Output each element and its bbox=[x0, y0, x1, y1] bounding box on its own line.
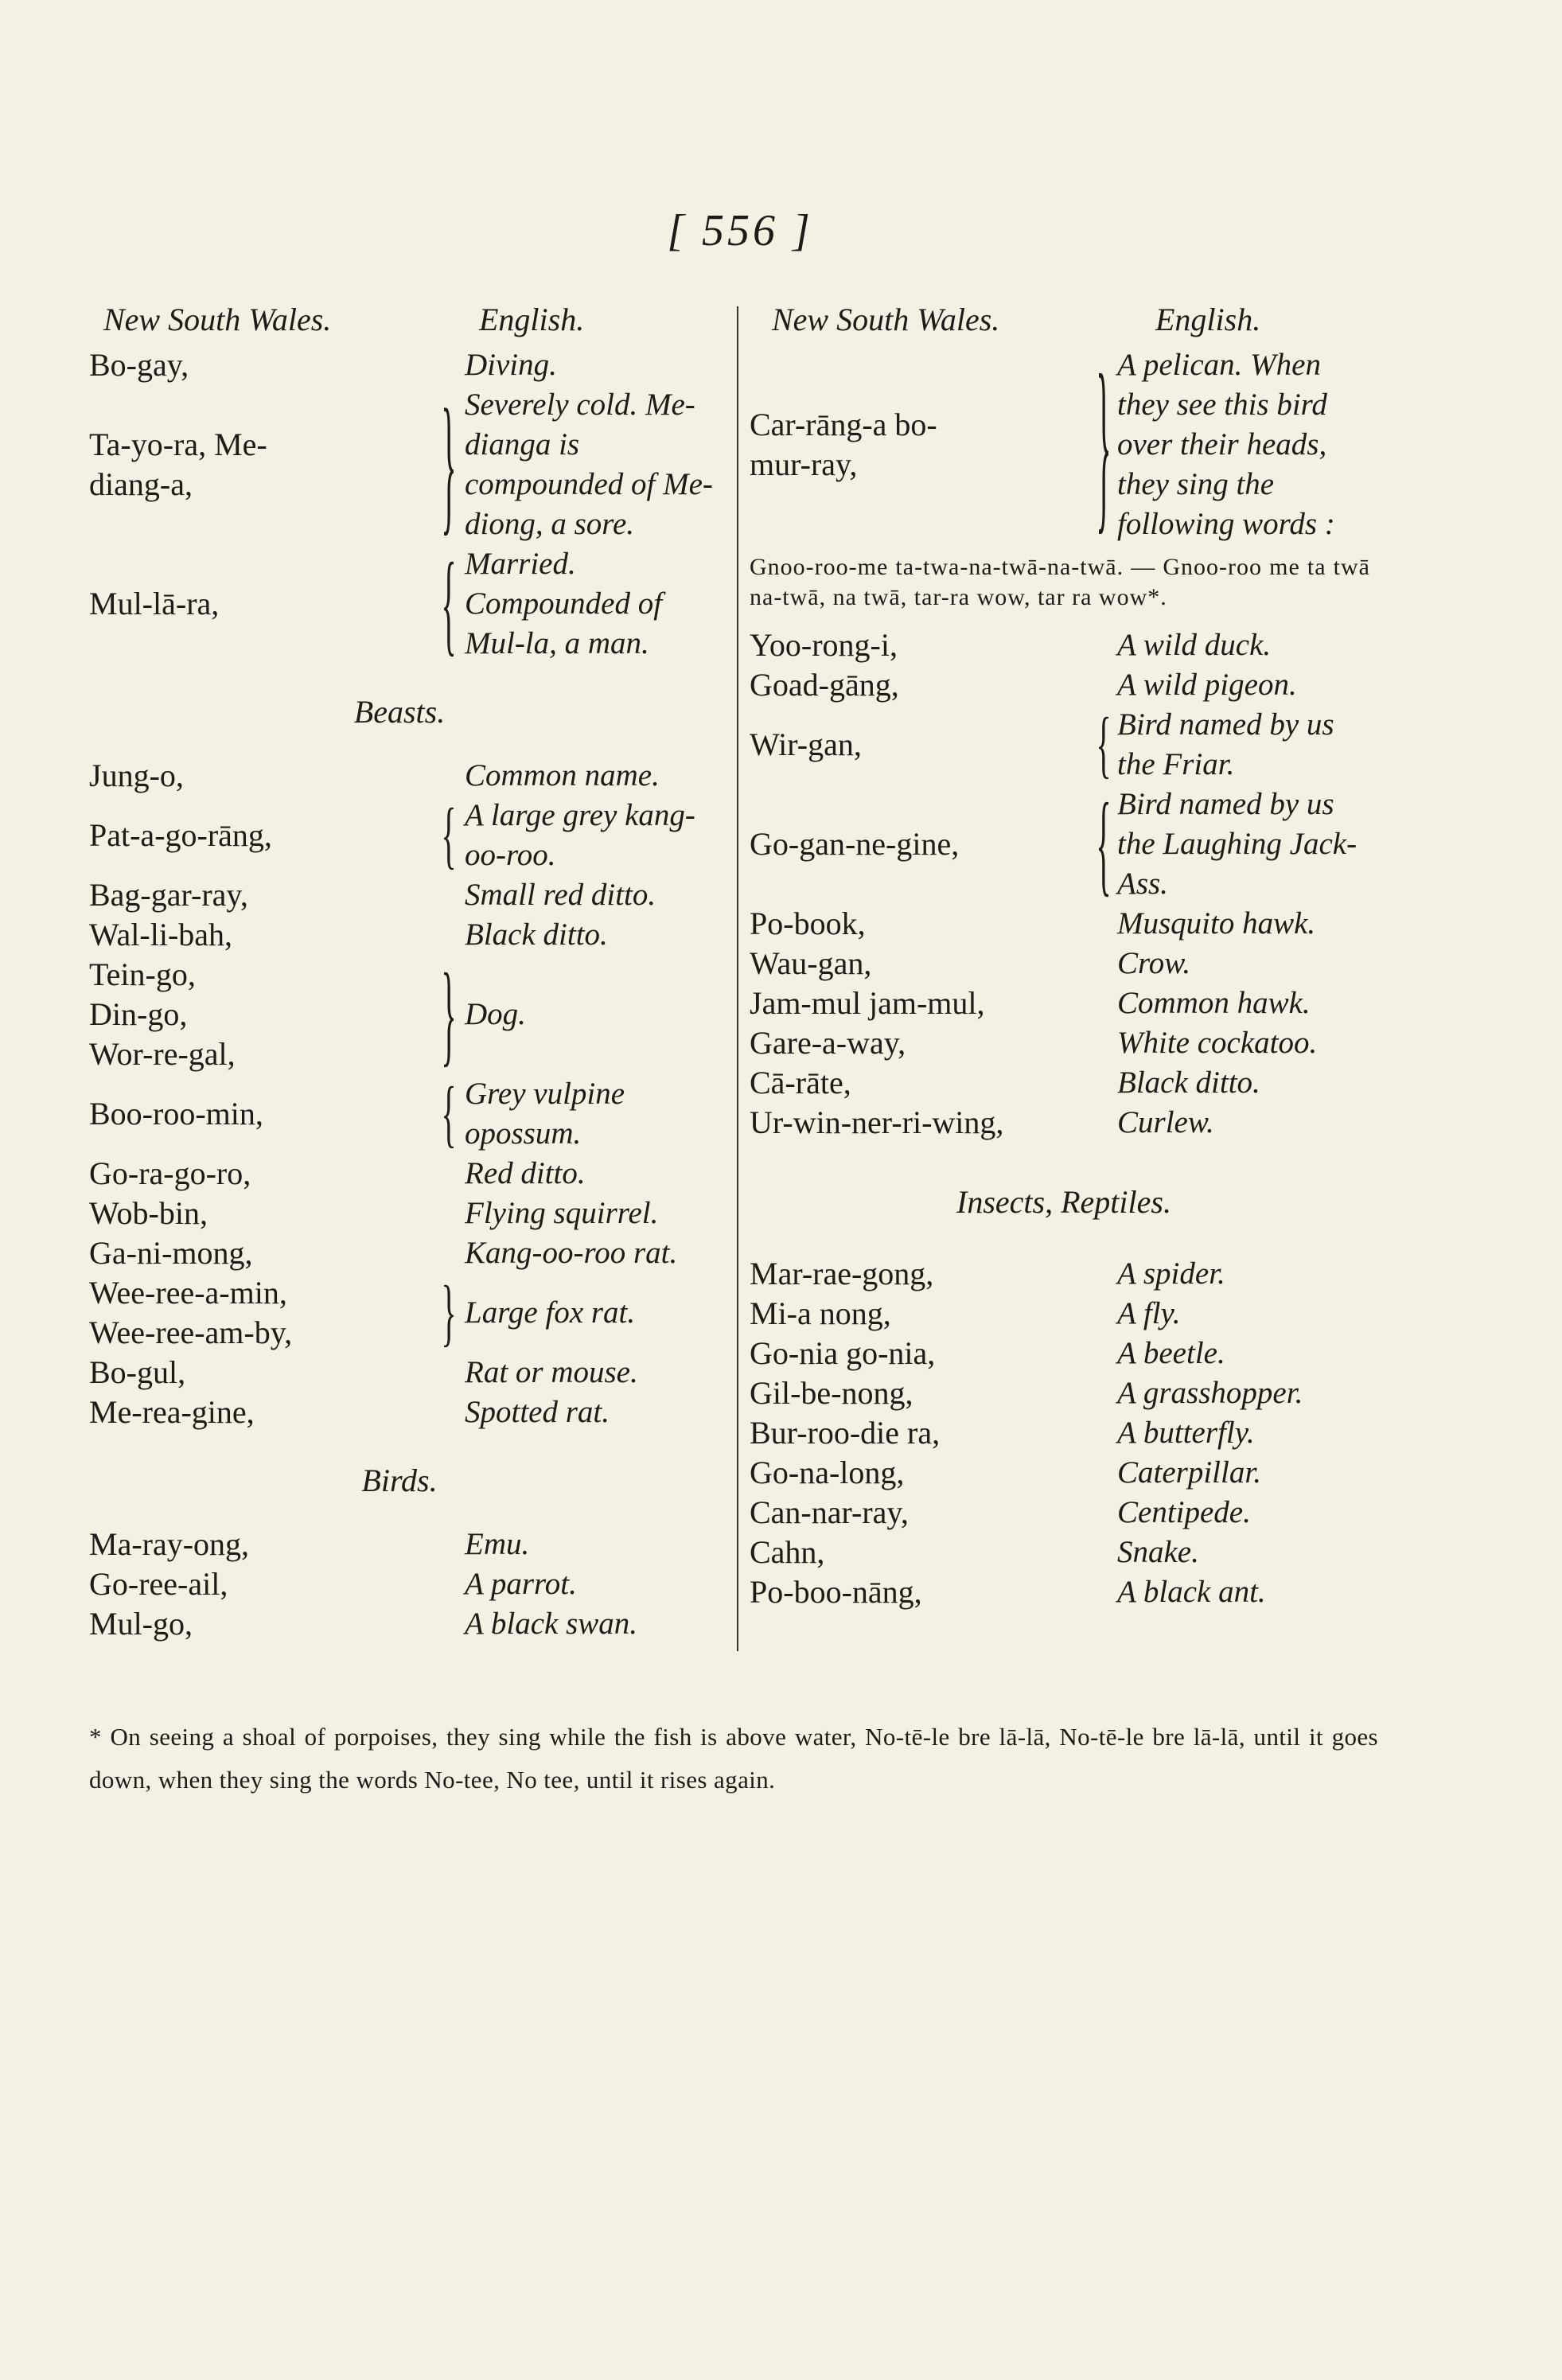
native-term: Gil-be-nong, bbox=[750, 1375, 913, 1411]
vocab-entry bbox=[750, 1254, 1378, 1294]
english-gloss: Caterpillar. bbox=[1117, 1455, 1261, 1490]
native-term: Mul-go, bbox=[89, 1606, 193, 1642]
vocab-entry bbox=[750, 1572, 1378, 1612]
header-english: English. bbox=[479, 302, 585, 337]
left-sections bbox=[89, 345, 726, 1644]
english-gloss: Small red ditto. bbox=[465, 878, 656, 912]
english-gloss: Flying squirrel. bbox=[465, 1196, 659, 1230]
native-term: Go-ra-go-ro, bbox=[89, 1155, 251, 1191]
native-term: Mi-a nong, bbox=[750, 1295, 891, 1331]
vocab-entry bbox=[750, 1294, 1378, 1334]
footnote: * On seeing a shoal of porpoises, they sing while the fish is above water, No-tē-le bre lā-lā, No-tē-le bre lā-lā, until it goes down, when they sing the words No-tee, No tee, until it rises again. bbox=[89, 1723, 1378, 1794]
english-gloss: Snake. bbox=[1117, 1535, 1199, 1569]
header-new-south-wales: New South Wales. bbox=[103, 302, 332, 337]
english-gloss: A spider. bbox=[1117, 1256, 1225, 1291]
right-column bbox=[750, 301, 1378, 1612]
page-number: [ 556 ] bbox=[667, 206, 813, 255]
native-term: Go-na-long, bbox=[750, 1455, 905, 1490]
right-entries-top bbox=[750, 333, 1378, 552]
vocab-entry bbox=[750, 701, 1378, 786]
native-term: Mul-lā-ra, bbox=[89, 586, 220, 621]
vocab-entry bbox=[89, 538, 726, 668]
english-gloss: Curlew. bbox=[1117, 1105, 1214, 1139]
brace bbox=[433, 948, 465, 1078]
native-term: Bur-roo-die ra, bbox=[750, 1415, 941, 1451]
pelican-song: Gnoo-roo-me ta-twa-na-twā-na-twā. — Gnoo-roo me ta twā na-twā, na twā, tar-ra wow, tar ra wow*. bbox=[750, 554, 1370, 610]
native-term: Tein-go, Din-go, Wor-re-gal, bbox=[89, 956, 236, 1072]
brace bbox=[433, 792, 465, 877]
english-gloss: A parrot. bbox=[465, 1567, 577, 1601]
english-gloss: A fly. bbox=[1117, 1296, 1181, 1330]
vocab-entry bbox=[89, 345, 726, 385]
vocab-entry bbox=[750, 1103, 1378, 1143]
english-gloss: Emu. bbox=[465, 1527, 530, 1561]
english-gloss: Severely cold. Me-dianga is compounded of Me-diong, a sore. bbox=[465, 388, 713, 541]
english-gloss: Kang-oo-roo rat. bbox=[465, 1236, 678, 1270]
vocab-entry bbox=[750, 1334, 1378, 1373]
english-gloss: Musquito hawk. bbox=[1117, 906, 1316, 941]
vocab-entry bbox=[89, 1154, 726, 1194]
english-gloss: Spotted rat. bbox=[465, 1395, 610, 1429]
vocab-entry bbox=[750, 1373, 1378, 1413]
english-gloss: A large grey kang-oo-roo. bbox=[465, 798, 695, 872]
native-term: Bo-gay, bbox=[89, 347, 189, 383]
native-term: Car-rāng-a bo- mur-ray, bbox=[750, 407, 937, 482]
native-term: Jung-o, bbox=[89, 758, 184, 793]
english-gloss: Diving. bbox=[465, 348, 557, 382]
english-gloss: A wild duck. bbox=[1117, 628, 1272, 662]
section-title-insects-reptiles: Insects, Reptiles. bbox=[956, 1184, 1171, 1220]
native-term: Cā-rāte, bbox=[750, 1065, 851, 1100]
native-term: Cahn, bbox=[750, 1534, 825, 1570]
english-gloss: A wild pigeon. bbox=[1117, 668, 1297, 702]
native-term: Ta-yo-ra, Me- diang-a, bbox=[89, 427, 267, 502]
brace-symbol: } bbox=[441, 948, 457, 1078]
english-gloss: Crow. bbox=[1117, 946, 1191, 980]
vocab-entry bbox=[89, 1070, 726, 1155]
english-gloss: Common name. bbox=[465, 758, 660, 793]
vocab-entry bbox=[89, 792, 726, 877]
brace-symbol: } bbox=[441, 376, 457, 550]
native-term: Mar-rae-gong, bbox=[750, 1256, 934, 1291]
native-term: Go-gan-ne-gine, bbox=[750, 826, 960, 862]
vocab-entry bbox=[89, 875, 726, 915]
english-gloss: Bird named by us the Laughing Jack-Ass. bbox=[1117, 787, 1357, 901]
vocab-entry bbox=[89, 376, 726, 550]
brace-symbol: { bbox=[1096, 778, 1112, 908]
native-term: Me-rea-gine, bbox=[89, 1394, 255, 1430]
native-term: Ur-win-ner-ri-wing, bbox=[750, 1104, 1004, 1140]
english-gloss: Black ditto. bbox=[1117, 1065, 1260, 1100]
right-entries-insects bbox=[750, 1254, 1378, 1612]
native-term: Yoo-rong-i, bbox=[750, 627, 898, 663]
vocab-entry bbox=[750, 778, 1378, 908]
english-gloss: A black swan. bbox=[465, 1607, 638, 1641]
native-term: Wee-ree-a-min, Wee-ree-am-by, bbox=[89, 1275, 293, 1350]
english-gloss: Common hawk. bbox=[1117, 986, 1311, 1020]
english-gloss: A grasshopper. bbox=[1117, 1376, 1303, 1410]
native-term: Boo-roo-min, bbox=[89, 1096, 263, 1132]
left-column bbox=[89, 301, 726, 1644]
brace-symbol: { bbox=[441, 792, 457, 877]
english-gloss: Dog. bbox=[465, 997, 526, 1031]
english-gloss: Rat or mouse. bbox=[465, 1355, 638, 1389]
native-term: Can-nar-ray, bbox=[750, 1494, 909, 1530]
native-term: Wal-li-bah, bbox=[89, 917, 233, 952]
native-term: Wir-gan, bbox=[750, 726, 862, 762]
native-term: Wob-bin, bbox=[89, 1195, 208, 1231]
native-term: Po-book, bbox=[750, 906, 866, 941]
vocab-entry bbox=[89, 1194, 726, 1233]
native-term: Bo-gul, bbox=[89, 1354, 186, 1390]
brace bbox=[1090, 701, 1117, 786]
vocab-entry bbox=[89, 756, 726, 796]
header-english: English. bbox=[1155, 302, 1261, 337]
native-term: Ma-ray-ong, bbox=[89, 1526, 250, 1562]
brace bbox=[1090, 333, 1117, 552]
native-term: Jam-mul jam-mul, bbox=[750, 985, 985, 1021]
brace bbox=[433, 376, 465, 550]
brace-symbol: } bbox=[441, 1269, 457, 1354]
vocab-entry bbox=[89, 1525, 726, 1564]
left-column-header bbox=[89, 301, 726, 345]
column-divider bbox=[737, 306, 738, 1651]
english-gloss: Red ditto. bbox=[465, 1156, 586, 1190]
vocab-entry bbox=[89, 1393, 726, 1432]
vocab-entry bbox=[89, 948, 726, 1078]
english-gloss: Centipede. bbox=[1117, 1495, 1251, 1529]
native-term: Pat-a-go-rāng, bbox=[89, 817, 272, 853]
vocab-entry bbox=[750, 665, 1378, 705]
vocab-entry bbox=[750, 1063, 1378, 1103]
right-entries-birds bbox=[750, 625, 1378, 1143]
vocab-entry bbox=[89, 915, 726, 955]
brace-symbol: { bbox=[441, 1070, 457, 1155]
native-term: Go-nia go-nia, bbox=[750, 1335, 936, 1371]
brace bbox=[433, 1269, 465, 1354]
english-gloss: A pelican. When they see this bird over their heads, they sing the following words : bbox=[1117, 348, 1335, 541]
native-term: Po-boo-nāng, bbox=[750, 1574, 922, 1610]
brace-symbol: } bbox=[1096, 333, 1112, 552]
english-gloss: Married. Compounded of Mul-la, a man. bbox=[465, 547, 663, 660]
vocab-entry bbox=[750, 1493, 1378, 1533]
english-gloss: Large fox rat. bbox=[465, 1295, 636, 1330]
english-gloss: White cockatoo. bbox=[1117, 1026, 1318, 1060]
native-term: Wau-gan, bbox=[750, 945, 872, 981]
brace bbox=[433, 538, 465, 668]
native-term: Go-ree-ail, bbox=[89, 1566, 228, 1602]
vocab-entry bbox=[750, 1023, 1378, 1063]
native-term: Bag-gar-ray, bbox=[89, 877, 248, 913]
native-term: Goad-gāng, bbox=[750, 667, 899, 703]
english-gloss: Bird named by us the Friar. bbox=[1117, 707, 1334, 781]
english-gloss: A beetle. bbox=[1117, 1336, 1225, 1370]
vocab-entry bbox=[750, 333, 1378, 552]
brace-symbol: { bbox=[1096, 701, 1112, 786]
vocab-entry bbox=[750, 1413, 1378, 1453]
header-new-south-wales: New South Wales. bbox=[772, 302, 1000, 337]
vocab-entry bbox=[89, 1564, 726, 1604]
vocab-entry bbox=[750, 904, 1378, 944]
native-term: Ga-ni-mong, bbox=[89, 1235, 253, 1271]
english-gloss: A black ant. bbox=[1117, 1575, 1266, 1609]
vocab-entry bbox=[750, 944, 1378, 984]
right-column-header bbox=[750, 301, 1378, 345]
vocab-entry bbox=[750, 625, 1378, 665]
vocab-entry bbox=[89, 1353, 726, 1393]
brace-symbol: { bbox=[441, 538, 457, 668]
brace bbox=[433, 1070, 465, 1155]
english-gloss: Black ditto. bbox=[465, 917, 608, 952]
vocab-entry bbox=[750, 1533, 1378, 1572]
section-title: Birds. bbox=[361, 1463, 438, 1498]
vocab-entry bbox=[750, 984, 1378, 1023]
english-gloss: A butterfly. bbox=[1117, 1416, 1255, 1450]
vocab-entry bbox=[89, 1233, 726, 1273]
brace bbox=[1090, 778, 1117, 908]
section-title: Beasts. bbox=[353, 694, 446, 730]
vocab-entry bbox=[89, 1604, 726, 1644]
vocab-entry bbox=[750, 1453, 1378, 1493]
vocab-entry bbox=[89, 1269, 726, 1354]
english-gloss: Grey vulpine opossum. bbox=[465, 1077, 625, 1151]
native-term: Gare-a-way, bbox=[750, 1025, 906, 1061]
